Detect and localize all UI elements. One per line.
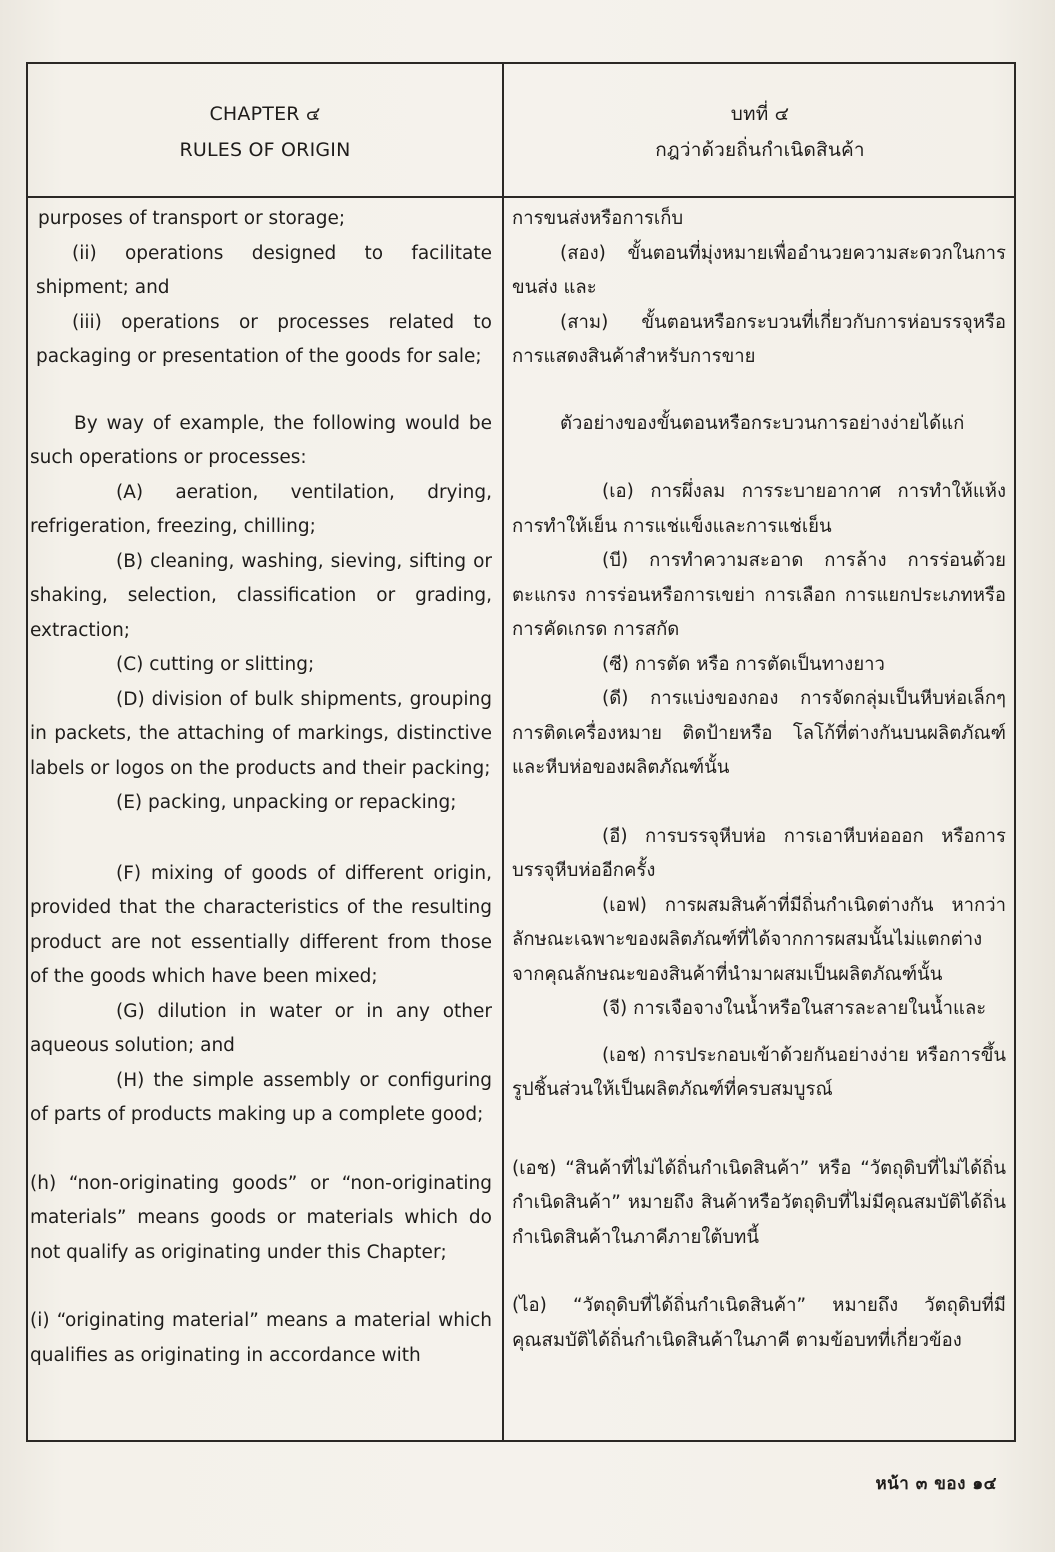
- chapter-number-en: CHAPTER ๔: [209, 103, 321, 125]
- column-divider: [502, 64, 504, 1440]
- paragraph: (อี) การบรรจุหีบห่อ การเอาหีบห่อออก หรือการบรรจุหีบห่ออีกครั้ง: [512, 825, 1006, 881]
- paragraph: (เอฟ) การผสมสินค้าที่มีถิ่นกำเนิดต่างกัน หากว่าลักษณะเฉพาะของผลิตภัณฑ์ที่ได้จากการผสมนั้นไม่แตกต่างจากคุณลักษณะของสินค้าที่นำมาผสมเป็นผลิตภัณฑ์นั้น: [512, 894, 1006, 985]
- paragraph: (เอช) “สินค้าที่ไม่ได้ถิ่นกำเนิดสินค้า” หรือ “วัตถุดิบที่ไม่ได้ถิ่นกำเนิดสินค้า” หมายถึง สินค้าหรือวัตถุดิบที่ไม่มีคุณสมบัติได้ถิ่นกำเนิดสินค้าในภาคีภายใต้บทนี้: [512, 1157, 1006, 1248]
- chapter-title-th: กฎว่าด้วยถิ่นกำเนิดสินค้า: [655, 139, 865, 161]
- paragraph: การขนส่งหรือการเก็บ: [512, 208, 684, 229]
- paragraph: (G) dilution in water or in any other aqueous solution; and: [30, 1000, 492, 1056]
- paragraph: (สาม) ขั้นตอนหรือกระบวนที่เกี่ยวกับการห่อบรรจุหรือการแสดงสินค้าสำหรับการขาย: [512, 311, 1006, 367]
- paragraph: (ii) operations designed to facilitate shipment; and: [36, 242, 492, 298]
- paragraph: (E) packing, unpacking or repacking;: [116, 792, 457, 813]
- english-column: [30, 202, 492, 1373]
- bilingual-table: [26, 62, 1016, 1442]
- chapter-number-th: บทที่ ๔: [730, 103, 790, 125]
- paragraph: (เอ) การผึ่งลม การระบายอากาศ การทำให้แห้ง การทำให้เย็น การแช่แข็งและการแช่เย็น: [512, 481, 1006, 537]
- paragraph: ตัวอย่างของขั้นตอนหรือกระบวนการอย่างง่ายได้แก่: [560, 412, 965, 434]
- paragraph: (iii) operations or processes related to packaging or presentation of the goods for sale;: [36, 311, 492, 367]
- paragraph: (ไอ) “วัตถุดิบที่ได้ถิ่นกำเนิดสินค้า” หมายถึง วัตถุดิบที่มีคุณสมบัติได้ถิ่นกำเนิดสินค้าในภาคี ตามข้อบทที่เกี่ยวข้อง: [512, 1295, 1006, 1351]
- paragraph: By way of example, the following would be such operations or processes:: [30, 412, 492, 468]
- paragraph: (D) division of bulk shipments, grouping in packets, the attaching of markings, distinctive labels or logos on the products and their packing;: [30, 688, 492, 779]
- paragraph: (h) “non-originating goods” or “non-originating materials” means goods or materials which do not qualify as originating under this Chapter;: [30, 1172, 492, 1263]
- paragraph: (ดี) การแบ่งของกอง การจัดกลุ่มเป็นหีบห่อเล็กๆ การติดเครื่องหมาย ติดป้ายหรือ โลโก้ที่ต่างกันบนผลิตภัณฑ์และหีบห่อของผลิตภัณฑ์นั้น: [512, 688, 1006, 778]
- paragraph: (จี) การเจือจางในน้ำหรือในสารละลายในน้ำและ: [602, 998, 987, 1019]
- paragraph: (C) cutting or slitting;: [116, 654, 315, 675]
- paragraph: (i) “originating material” means a material which qualifies as originating in accordance with: [30, 1310, 492, 1366]
- paragraph: (ซี) การตัด หรือ การตัดเป็นทางยาว: [602, 653, 885, 675]
- chapter-title-en: RULES OF ORIGIN: [179, 139, 351, 161]
- paragraph: (เอช) การประกอบเข้าด้วยกันอย่างง่าย หรือการขึ้นรูปชิ้นส่วนให้เป็นผลิตภัณฑ์ที่ครบสมบูรณ์: [512, 1044, 1006, 1100]
- english-header: [28, 96, 502, 168]
- paragraph: (F) mixing of goods of different origin, provided that the characteristics of the resulting product are not essentially different from those of the goods which have been mixed;: [30, 862, 492, 987]
- thai-column: [512, 202, 1006, 1358]
- page-number: หน้า ๓ ของ ๑๔: [875, 1474, 997, 1494]
- thai-header: [504, 96, 1016, 168]
- paragraph: (สอง) ขั้นตอนที่มุ่งหมายเพื่ออำนวยความสะดวกในการขนส่ง และ: [512, 242, 1006, 298]
- paragraph: (บี) การทำความสะอาด การล้าง การร่อนด้วยตะแกรง การร่อนหรือการเขย่า การเลือก การแยกประเภทหรือการคัดเกรด การสกัด: [512, 550, 1006, 640]
- paragraph: purposes of transport or storage;: [38, 208, 346, 229]
- header-divider: [28, 196, 1014, 198]
- paragraph: (A) aeration, ventilation, drying, refrigeration, freezing, chilling;: [30, 481, 492, 537]
- paragraph: (H) the simple assembly or configuring of parts of products making up a complete good;: [30, 1069, 492, 1125]
- paragraph: (B) cleaning, washing, sieving, sifting or shaking, selection, classification or grading, extraction;: [30, 550, 492, 641]
